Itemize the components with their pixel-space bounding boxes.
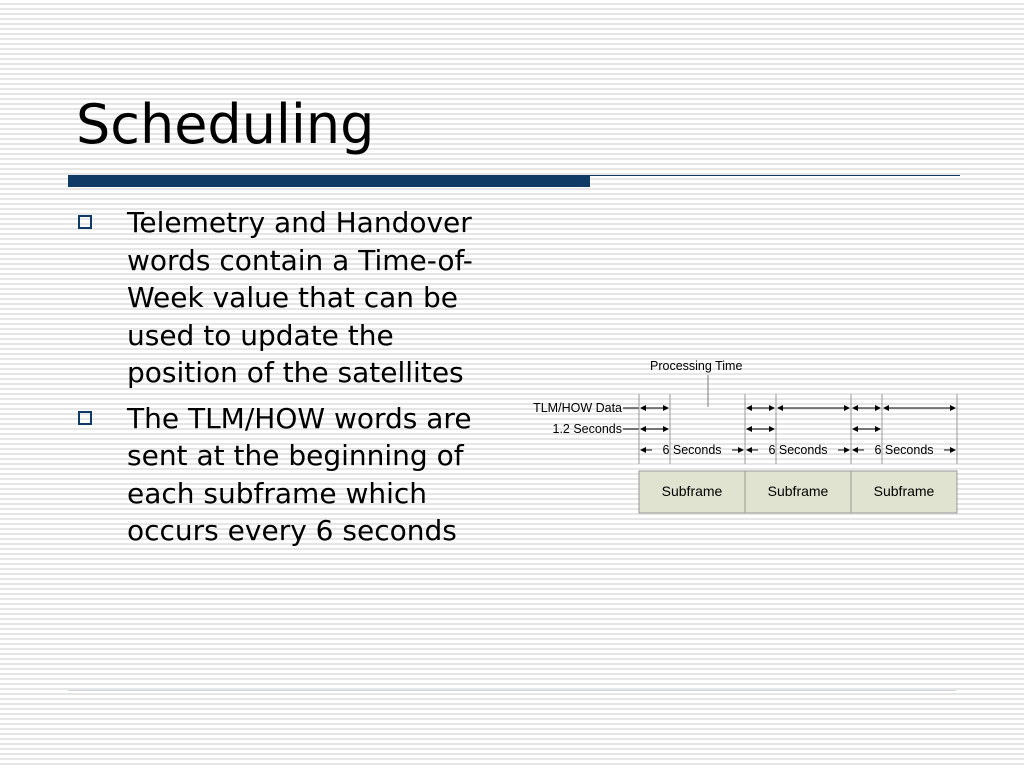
interval-label-3: 6 Seconds: [874, 443, 934, 457]
title-underline-thin: [590, 175, 960, 176]
processing-time-label: Processing Time: [650, 359, 743, 373]
tlm-how-data-label: TLM/HOW Data: [533, 401, 622, 415]
bullet-list: [76, 204, 506, 558]
slide-title: Scheduling: [76, 93, 375, 156]
square-bullet-icon: [78, 411, 92, 425]
subframe-label-2: Subframe: [767, 483, 829, 499]
bullet-text: Telemetry and Handover words contain a Time-of-Week value that can be used to update the position of the satellites: [127, 206, 473, 389]
subframe-label-3: Subframe: [873, 483, 935, 499]
interval-label-2: 6 Seconds: [768, 443, 828, 457]
square-bullet-icon: [78, 215, 92, 229]
duration-label: 1.2 Seconds: [552, 422, 622, 436]
interval-label-1: 6 Seconds: [662, 443, 722, 457]
footer-divider: [68, 690, 956, 691]
bullet-item: [76, 204, 506, 392]
subframe-label-1: Subframe: [661, 483, 723, 499]
title-underline-bar: [68, 175, 590, 187]
bullet-item: [76, 400, 506, 550]
bullet-text: The TLM/HOW words are sent at the beginning of each subframe which occurs every 6 seconds: [127, 401, 472, 547]
timing-diagram: [500, 350, 970, 530]
